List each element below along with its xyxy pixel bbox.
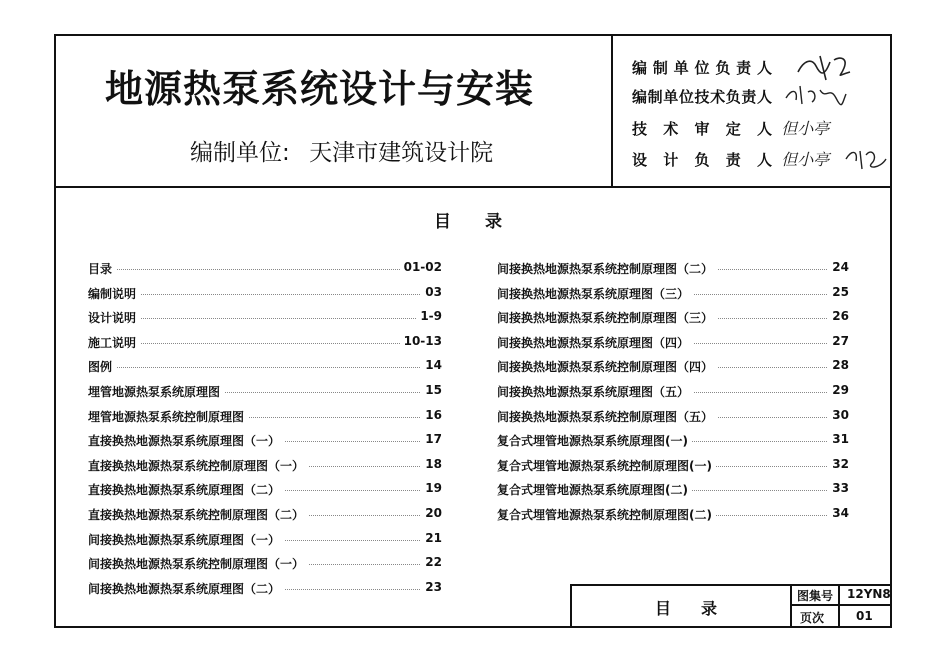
toc-entry-title: 直接换热地源热泵系统控制原理图（二）: [88, 506, 308, 523]
toc-entry-title: 复合式埋管地源热泵系统原理图(一): [497, 432, 692, 449]
toc-entry-title: 间接换热地源热泵系统控制原理图（四）: [497, 358, 717, 375]
compiling-unit-label: 编制单位:: [190, 140, 290, 166]
toc-right-column: [497, 256, 849, 527]
toc-entry: [497, 404, 849, 429]
responsibility-signature: 但小亭: [781, 150, 830, 169]
toc-entry-title: 间接换热地源热泵系统控制原理图（三）: [497, 309, 717, 326]
toc-entry-page: 16: [421, 408, 442, 422]
atlas-number-value: 12YN8: [847, 587, 891, 601]
toc-entry: [497, 379, 849, 404]
toc-entry-title: 间接换热地源热泵系统原理图（四）: [497, 334, 693, 351]
toc-entry: [497, 502, 849, 527]
toc-entry-title: 间接换热地源热泵系统原理图（五）: [497, 383, 693, 400]
toc-entry: [497, 477, 849, 502]
toc-entry-page: 22: [421, 555, 442, 569]
toc-entry-title: 埋管地源热泵系统原理图: [88, 383, 224, 400]
responsibility-row: [632, 116, 829, 139]
header-bottom-rule: [54, 186, 892, 188]
signature-scribble: [780, 80, 850, 110]
compiling-unit: [190, 134, 493, 167]
toc-entry-page: 15: [421, 383, 442, 397]
toc-entry-title: 复合式埋管地源热泵系统控制原理图(二): [497, 506, 716, 523]
responsibility-row: [632, 57, 772, 78]
toc-entry: [88, 281, 442, 306]
toc-entry: [497, 354, 849, 379]
signature-scribble: [790, 50, 860, 84]
toc-entry-page: 21: [421, 531, 442, 545]
title-block-mid-rule: [790, 584, 792, 628]
title-block-left-rule: [570, 584, 572, 628]
toc-entry-page: 19: [421, 481, 442, 495]
toc-entry-title: 直接换热地源热泵系统原理图（一）: [88, 432, 284, 449]
toc-entry: [88, 404, 442, 429]
title-block-top-rule: [570, 584, 892, 586]
toc-entry-page: 32: [828, 457, 849, 471]
responsibility-row: [632, 86, 772, 107]
page-number-label: 页次: [800, 611, 825, 625]
toc-entry-page: 17: [421, 432, 442, 446]
toc-entry-title: 间接换热地源热泵系统控制原理图（五）: [497, 408, 717, 425]
toc-leader-dots: [88, 343, 442, 344]
toc-entry-title: 间接换热地源热泵系统控制原理图（二）: [497, 260, 717, 277]
toc-entry: [88, 354, 442, 379]
toc-entry: [497, 305, 849, 330]
toc-entry: [88, 576, 442, 601]
toc-heading: 目录: [434, 212, 536, 232]
toc-entry-page: 28: [828, 358, 849, 372]
compiling-unit-name: 天津市建筑设计院: [309, 140, 494, 166]
toc-entry-page: 20: [421, 506, 442, 520]
toc-entry: [88, 305, 442, 330]
responsibility-role: 技术审定人: [632, 120, 772, 138]
toc-entry-title: 编制说明: [88, 285, 140, 302]
toc-entry-title: 复合式埋管地源热泵系统控制原理图(一): [497, 457, 716, 474]
toc-leader-dots: [88, 269, 442, 270]
toc-entry: [88, 428, 442, 453]
toc-entry-page: 10-13: [400, 334, 442, 348]
toc-entry-title: 复合式埋管地源热泵系统原理图(二): [497, 481, 692, 498]
toc-left-column: [88, 256, 442, 600]
toc-entry: [497, 453, 849, 478]
toc-entry-page: 34: [828, 506, 849, 520]
header-divider: [611, 34, 613, 187]
toc-entry-page: 25: [828, 285, 849, 299]
toc-entry: [497, 256, 849, 281]
toc-entry-title: 目录: [88, 260, 116, 277]
toc-entry-title: 直接换热地源热泵系统控制原理图（一）: [88, 457, 308, 474]
toc-entry-title: 埋管地源热泵系统控制原理图: [88, 408, 248, 425]
toc-entry: [88, 453, 442, 478]
toc-entry-page: 26: [828, 309, 849, 323]
toc-entry: [497, 330, 849, 355]
toc-leader-dots: [88, 367, 442, 368]
toc-entry-title: 直接换热地源热泵系统原理图（二）: [88, 481, 284, 498]
toc-entry-page: 14: [421, 358, 442, 372]
sheet-title: 目录: [655, 599, 748, 618]
toc-entry-title: 图例: [88, 358, 116, 375]
toc-entry-page: 30: [828, 408, 849, 422]
toc-entry-title: 施工说明: [88, 334, 140, 351]
toc-entry-page: 18: [421, 457, 442, 471]
toc-entry-title: 间接换热地源热泵系统控制原理图（一）: [88, 555, 308, 572]
title-block-row-rule: [790, 604, 892, 606]
responsibility-role: 设计负责人: [632, 151, 772, 169]
toc-entry: [88, 502, 442, 527]
toc-entry-title: 间接换热地源热泵系统原理图（二）: [88, 580, 284, 597]
toc-entry-page: 01-02: [400, 260, 442, 274]
toc-entry: [88, 527, 442, 552]
signature-scribble: [842, 143, 890, 173]
responsibility-row: [632, 147, 829, 170]
toc-entry: [497, 428, 849, 453]
toc-entry-page: 23: [421, 580, 442, 594]
toc-entry: [88, 477, 442, 502]
responsibility-role: 编制单位技术负责人: [632, 88, 772, 106]
toc-entry-page: 1-9: [416, 309, 442, 323]
toc-entry: [497, 281, 849, 306]
toc-entry-page: 03: [421, 285, 442, 299]
toc-leader-dots: [88, 318, 442, 319]
toc-entry-page: 29: [828, 383, 849, 397]
document-title: 地源热泵系统设计与安装: [105, 67, 535, 111]
title-block-value-rule: [838, 584, 840, 628]
toc-entry-page: 33: [828, 481, 849, 495]
toc-entry-title: 间接换热地源热泵系统原理图（一）: [88, 531, 284, 548]
toc-entry-page: 31: [828, 432, 849, 446]
toc-entry: [88, 256, 442, 281]
toc-entry-page: 24: [828, 260, 849, 274]
responsibility-signature: 但小亭: [781, 119, 830, 138]
toc-leader-dots: [88, 294, 442, 295]
toc-entry: [88, 379, 442, 404]
page-number-value: 01: [856, 609, 873, 623]
responsibility-role: 编制单位负责人: [632, 59, 772, 77]
toc-entry: [88, 330, 442, 355]
toc-entry: [88, 551, 442, 576]
toc-entry-title: 设计说明: [88, 309, 140, 326]
atlas-number-label: 图集号: [797, 589, 834, 603]
toc-entry-title: 间接换热地源热泵系统原理图（三）: [497, 285, 693, 302]
toc-entry-page: 27: [828, 334, 849, 348]
